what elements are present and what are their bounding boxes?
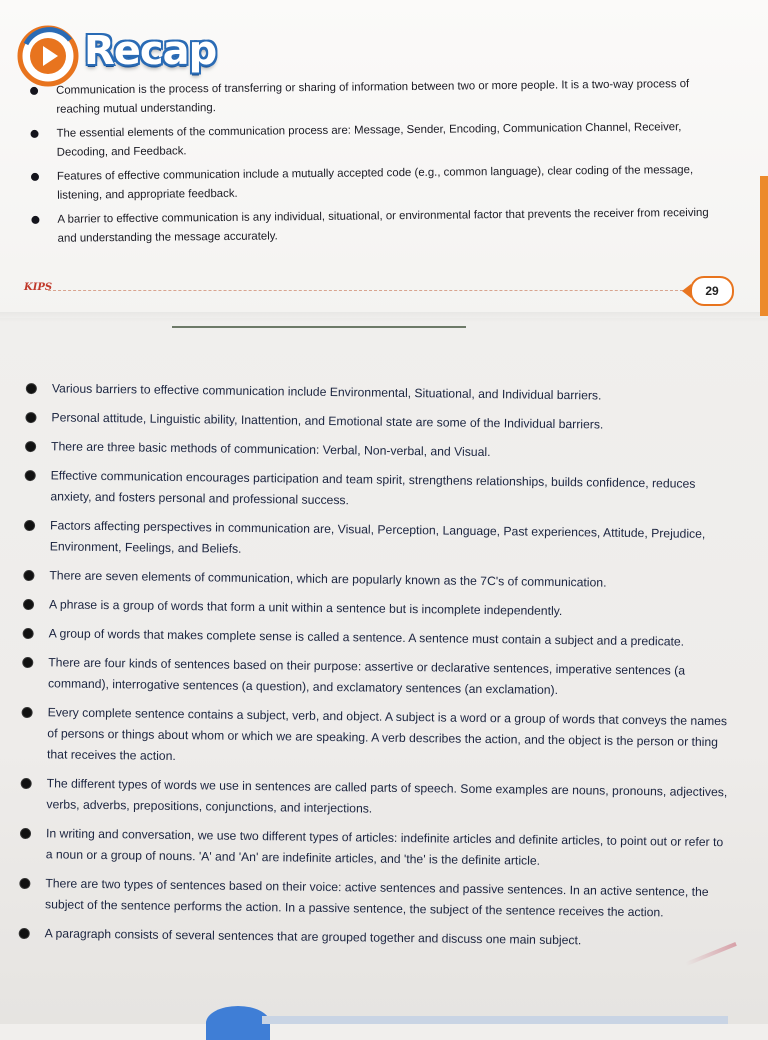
recap-item-text: Communication is the process of transferring or sharing of information between two or more people. It is a two-way process of reaching mutual understanding. bbox=[56, 78, 690, 116]
recap-list bbox=[28, 75, 710, 254]
page-number: 29 bbox=[690, 276, 734, 306]
bullet-icon bbox=[21, 829, 30, 838]
bullet-icon bbox=[22, 779, 31, 788]
bullet-icon bbox=[23, 658, 32, 667]
section-rule bbox=[172, 326, 466, 328]
summary-item bbox=[23, 623, 735, 653]
recap-item bbox=[28, 118, 708, 163]
summary-item-text: There are four kinds of sentences based on their purpose: assertive or declarative sentences, imperative sentences (a command), interrogative sentences (a question), and exclamatory sentences (an exclamation). bbox=[47, 655, 686, 697]
summary-item bbox=[22, 652, 734, 703]
bullet-icon bbox=[24, 600, 33, 609]
page-fold-shadow bbox=[0, 312, 768, 322]
recap-item-text: The essential elements of the communication process are: Message, Sender, Encoding, Communication Channel, Receiver, Decoding, and Feedback. bbox=[56, 121, 682, 159]
summary-item-text: Personal attitude, Linguistic ability, Inattention, and Emotional state are some of the Individual barriers. bbox=[51, 410, 604, 432]
summary-item bbox=[21, 702, 734, 774]
publisher-logo: KIPS bbox=[24, 282, 53, 293]
recap-item-text: Features of effective communication include a mutually accepted code (e.g., common language), clear coding of the message, listening, and appropriate feedback. bbox=[56, 164, 694, 202]
summary-item bbox=[19, 923, 731, 953]
summary-item bbox=[23, 565, 735, 595]
bullet-icon bbox=[23, 708, 32, 717]
bullet-icon bbox=[20, 879, 29, 888]
summary-item-text: A phrase is a group of words that form a unit within a sentence but is incomplete independently. bbox=[48, 597, 563, 619]
summary-item-text: A paragraph consists of several sentences that are grouped together and discuss one main subject. bbox=[44, 926, 582, 948]
summary-item-text: Various barriers to effective communication include Environmental, Situational, and Individual barriers. bbox=[51, 381, 602, 403]
summary-list bbox=[18, 378, 737, 961]
summary-item-text: Every complete sentence contains a subject, verb, and object. A subject is a word or a group of words that conveys the names of persons or things about whom or which we are speaking. A verb describes the action, and the object is the person or thing that receives the action. bbox=[46, 705, 728, 763]
recap-item bbox=[28, 75, 708, 120]
footer-divider bbox=[48, 290, 688, 291]
summary-item-text: Factors affecting perspectives in communication are, Visual, Perception, Language, Past experiences, Attitude, Prejudice, Environment, Feelings, and Beliefs. bbox=[49, 518, 706, 556]
recap-item bbox=[29, 204, 709, 249]
summary-item-text: There are two types of sentences based on their voice: active sentences and passive sentences. In an active sentence, the subject of the sentence performs the action. In a passive sentence, the subject of the sentence receives the action. bbox=[45, 876, 709, 920]
summary-item bbox=[24, 515, 736, 566]
bullet-icon bbox=[26, 413, 35, 422]
bottom-decoration bbox=[206, 1006, 270, 1040]
summary-item bbox=[25, 407, 737, 437]
summary-item-text: The different types of words we use in sentences are called parts of speech. Some examples are nouns, pronouns, adjectives, verbs, adverbs, prepositions, conjunctions, and interjections. bbox=[46, 776, 728, 816]
recap-item-text: A barrier to effective communication is any individual, situational, or environmental factor that prevents the receiver from receiving and understanding the message accurately. bbox=[57, 206, 709, 245]
recap-item bbox=[29, 161, 709, 206]
bullet-icon bbox=[20, 929, 29, 938]
summary-item bbox=[25, 436, 737, 466]
summary-item-text: There are seven elements of communication, which are popularly known as the 7C's of communication. bbox=[49, 568, 607, 590]
recap-title: Recap bbox=[84, 28, 217, 74]
bottom-banner-strip bbox=[262, 1016, 728, 1024]
bullet-icon bbox=[30, 87, 38, 95]
summary-item-text: Effective communication encourages participation and team spirit, strengthens relationships, builds confidence, reduces anxiety, and fosters personal and professional success. bbox=[50, 468, 696, 508]
bullet-icon bbox=[26, 442, 35, 451]
summary-item bbox=[20, 823, 732, 874]
summary-item bbox=[19, 873, 731, 924]
bullet-icon bbox=[25, 521, 34, 530]
bullet-icon bbox=[31, 130, 39, 138]
summary-item bbox=[23, 594, 735, 624]
summary-item bbox=[24, 465, 736, 516]
bullet-icon bbox=[31, 173, 39, 181]
summary-item-text: A group of words that makes complete sense is called a sentence. A sentence must contain a subject and a predicate. bbox=[48, 626, 685, 649]
bullet-icon bbox=[24, 571, 33, 580]
bullet-icon bbox=[27, 384, 36, 393]
summary-item bbox=[20, 773, 732, 824]
summary-item-text: In writing and conversation, we use two different types of articles: indefinite articles and definite articles, to point out or refer to a noun or a group of nouns. 'A' and 'An' are indefinite articles, and 'the' is the definite article. bbox=[45, 826, 724, 868]
bullet-icon bbox=[31, 216, 39, 224]
bullet-icon bbox=[24, 629, 33, 638]
summary-item-text: There are three basic methods of communication: Verbal, Non-verbal, and Visual. bbox=[51, 439, 491, 460]
bullet-icon bbox=[26, 471, 35, 480]
page-edge-tab bbox=[760, 176, 768, 316]
